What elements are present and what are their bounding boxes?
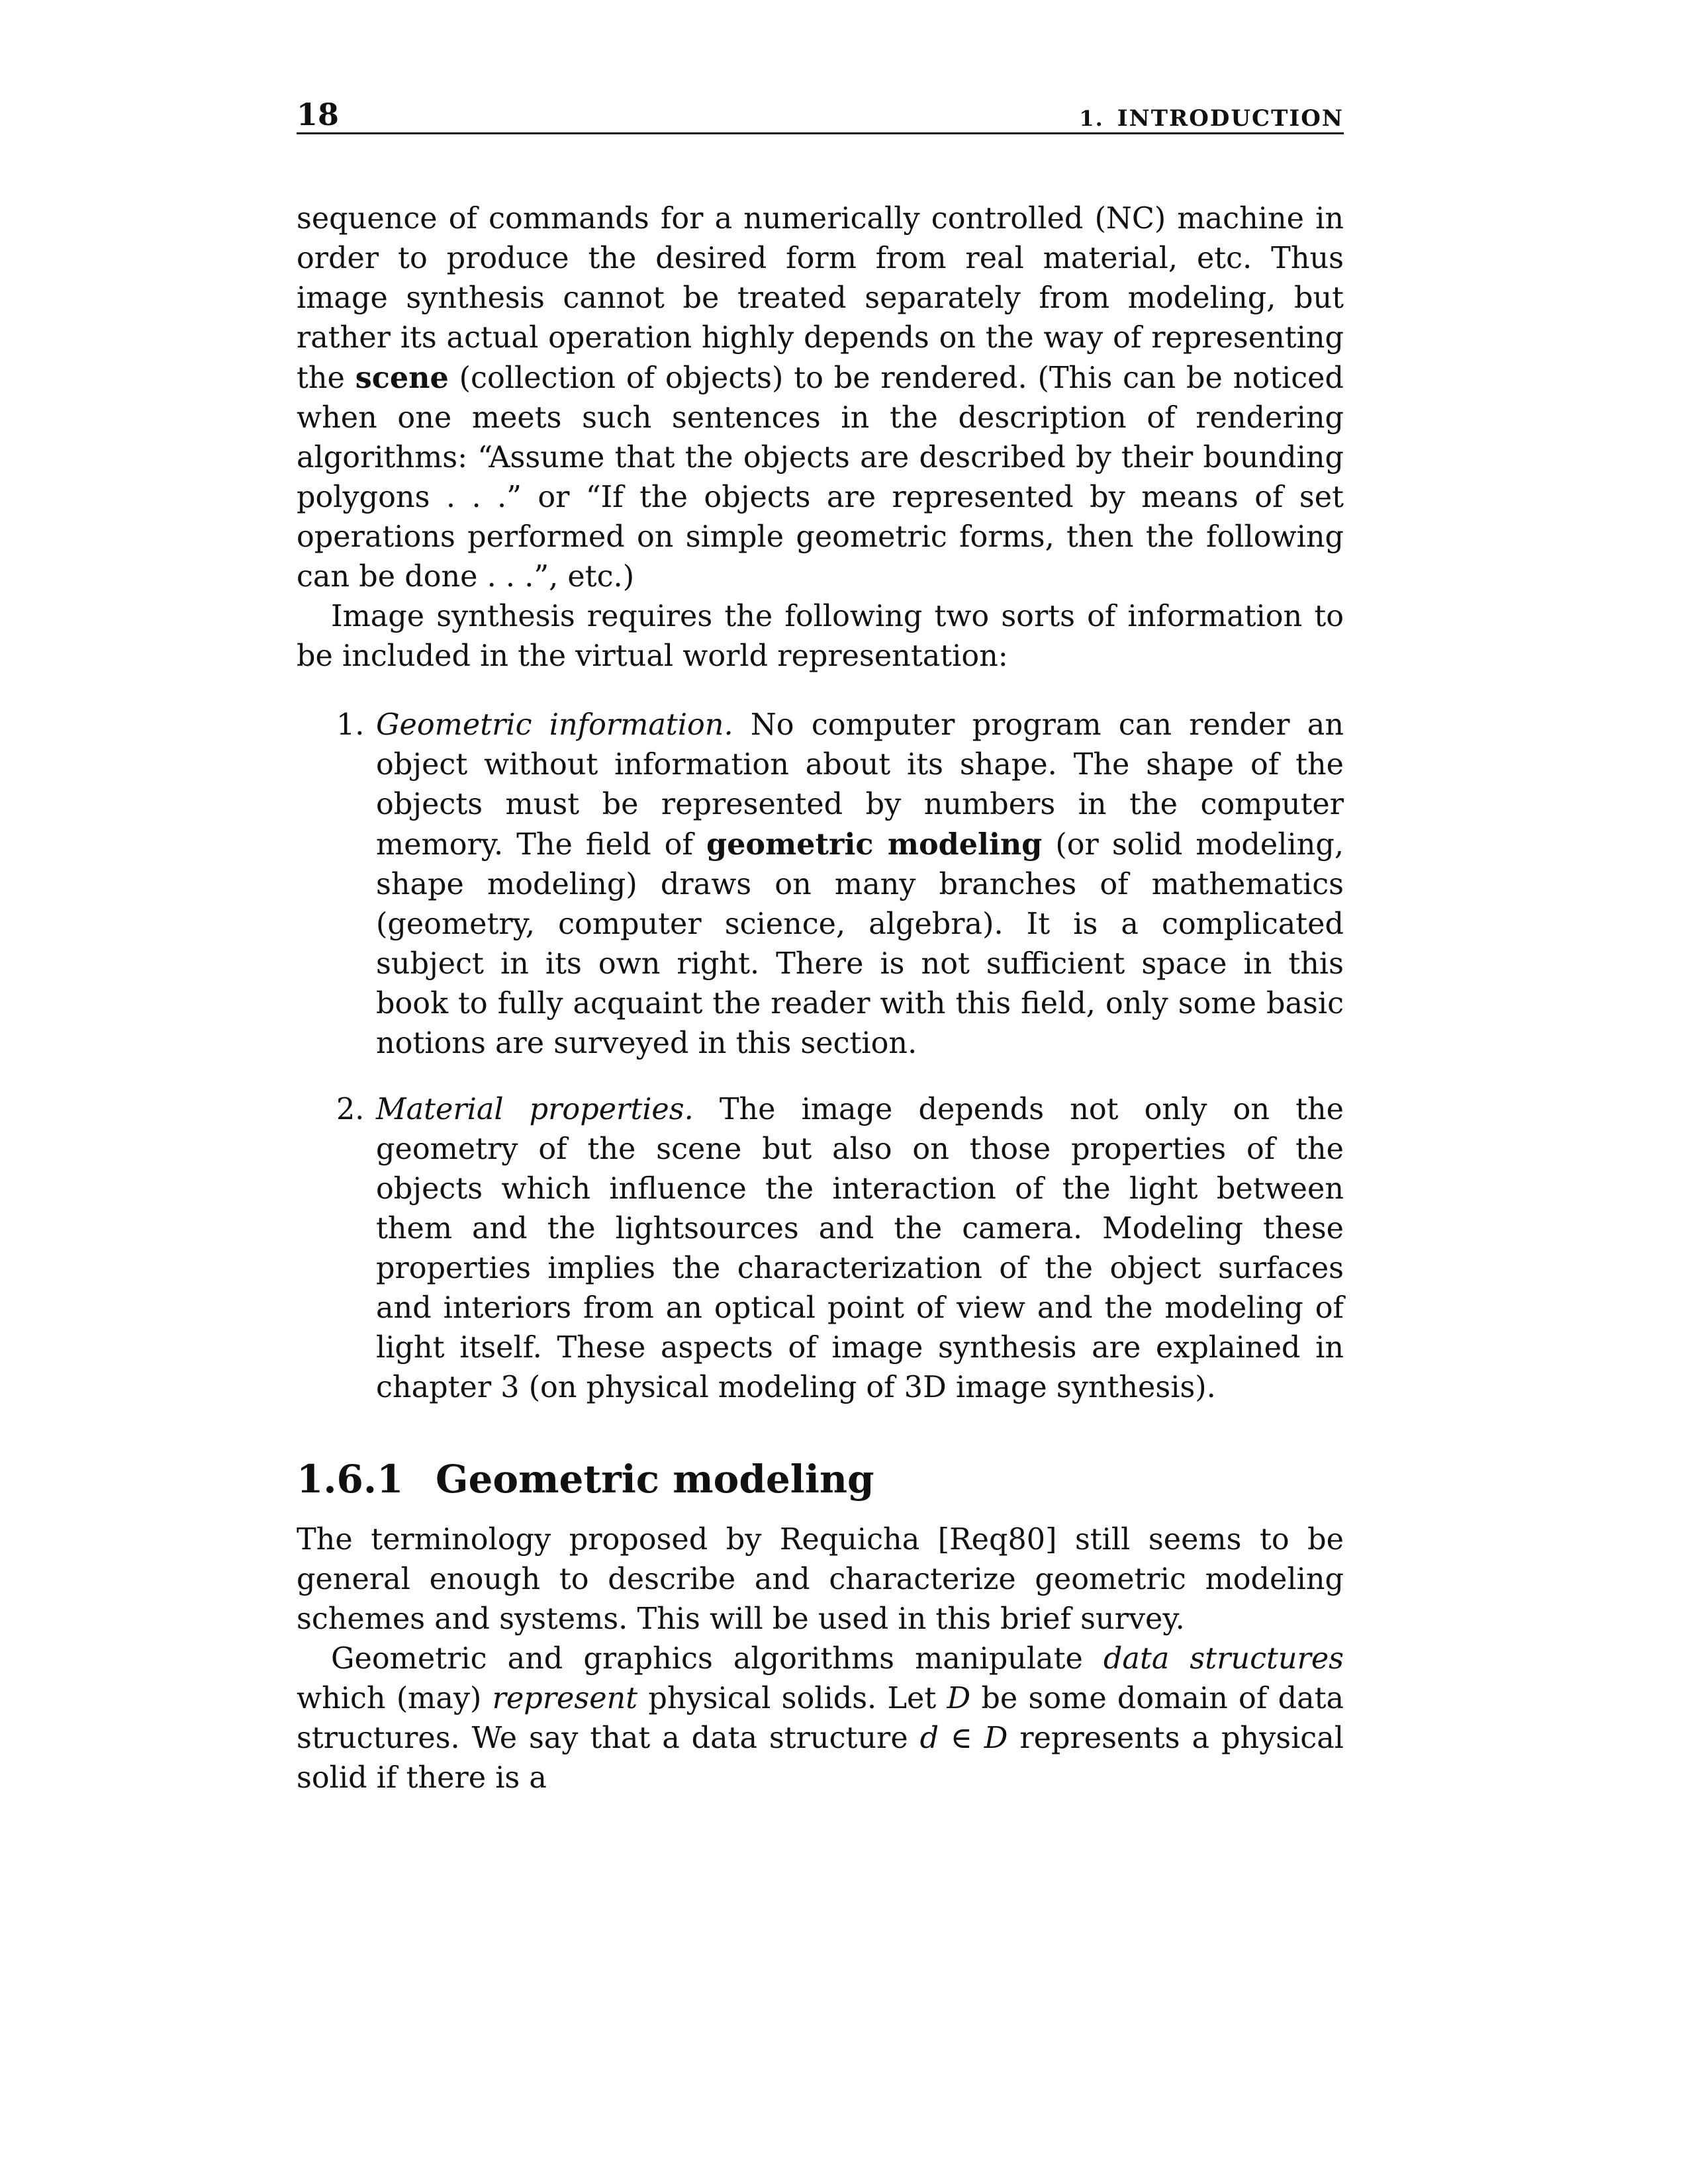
chapter-title: INTRODUCTION [1117, 105, 1344, 132]
paragraph-text: sequence of commands for a numerically controlled (NC) machine in order to produce the desired form from real material, etc. Thus image synthesis cannot be treated separately from modeling, but rather its actual operation highly depends on the way of representing the [297, 202, 1344, 395]
paragraph-text: (collection of objects) to be rendered. (This can be noticed when one meets such sentences in the description of rendering algorithms: “Assume that the objects are described by their bounding polygons . . .” or “If the objects are represented by means of set operations performed on simple geometric forms, then the following can be done . . .”, etc.) [297, 361, 1344, 594]
bold-term-geometric-modeling: geometric modeling [706, 827, 1043, 862]
page-number: 18 [297, 97, 340, 132]
paragraph-text: which (may) [297, 1682, 492, 1715]
section-title: Geometric modeling [436, 1457, 874, 1502]
body-paragraph-2: Image synthesis requires the following two sorts of information to be included in the virtual world representation: [297, 600, 1344, 673]
list-item-number: 2. [336, 1093, 365, 1126]
paragraph-text: Geometric and graphics algorithms manipulate [331, 1642, 1103, 1676]
list-item-body [376, 705, 1344, 1064]
list-item-text: The image depends not only on the geometry of the scene but also on those properties of the objects which influence the interaction of the light between them and the lightsources and the camera. Modeling these properties implies the characterization of the object surfaces and interiors from an optical point of view and the modeling of light itself. These aspects of image synthesis are explained in chapter 3 (on physical modeling of 3D image synthesis). [376, 1093, 1344, 1404]
information-list [297, 705, 1344, 1408]
paragraph-text: represents a physical solid if there is a [297, 1721, 1344, 1795]
bold-term-scene: scene [355, 361, 449, 395]
section-heading [297, 1453, 1344, 1506]
section-number: 1.6.1 [297, 1457, 404, 1502]
running-header [297, 99, 1344, 134]
emphasis-represent: represent [492, 1682, 638, 1715]
paragraph-text: physical solids. Let [637, 1682, 947, 1715]
list-item [297, 705, 1344, 1064]
list-item-title: Geometric information. [376, 708, 733, 742]
emphasis-data-structures: data structures [1103, 1642, 1344, 1676]
body-paragraph-1 [297, 199, 1344, 597]
list-item-title: Material properties. [376, 1093, 694, 1126]
section-paragraph-1: The terminology proposed by Requicha [Req80] still seems to be general enough to describe and characterize geometric modeling schemes and systems. This will be used in this brief survey. [297, 1523, 1344, 1636]
math-variable: D [984, 1721, 1008, 1755]
list-item [297, 1090, 1344, 1408]
math-variable: D [947, 1682, 971, 1715]
paragraph-text: be some domain of data structures. We say that a data structure [297, 1682, 1344, 1755]
book-page [297, 99, 1344, 1798]
list-item-text: No computer program can render an object without information about its shape. The shape of the objects must be represented by numbers in the computer memory. The field of [376, 708, 1344, 862]
math-variable: d [919, 1721, 939, 1755]
running-head [1079, 107, 1344, 130]
element-of-symbol: ∈ [939, 1721, 984, 1755]
chapter-number: 1. [1079, 106, 1104, 131]
section-paragraph-2 [297, 1639, 1344, 1798]
list-item-number: 1. [336, 708, 365, 742]
list-item-text: (or solid modeling, shape modeling) draws on many branches of mathematics (geometry, computer science, algebra). It is a complicated subject in its own right. There is not sufficient space in this book to fully acquaint the reader with this field, only some basic notions are surveyed in this section. [376, 828, 1344, 1060]
list-item-body [376, 1090, 1344, 1408]
